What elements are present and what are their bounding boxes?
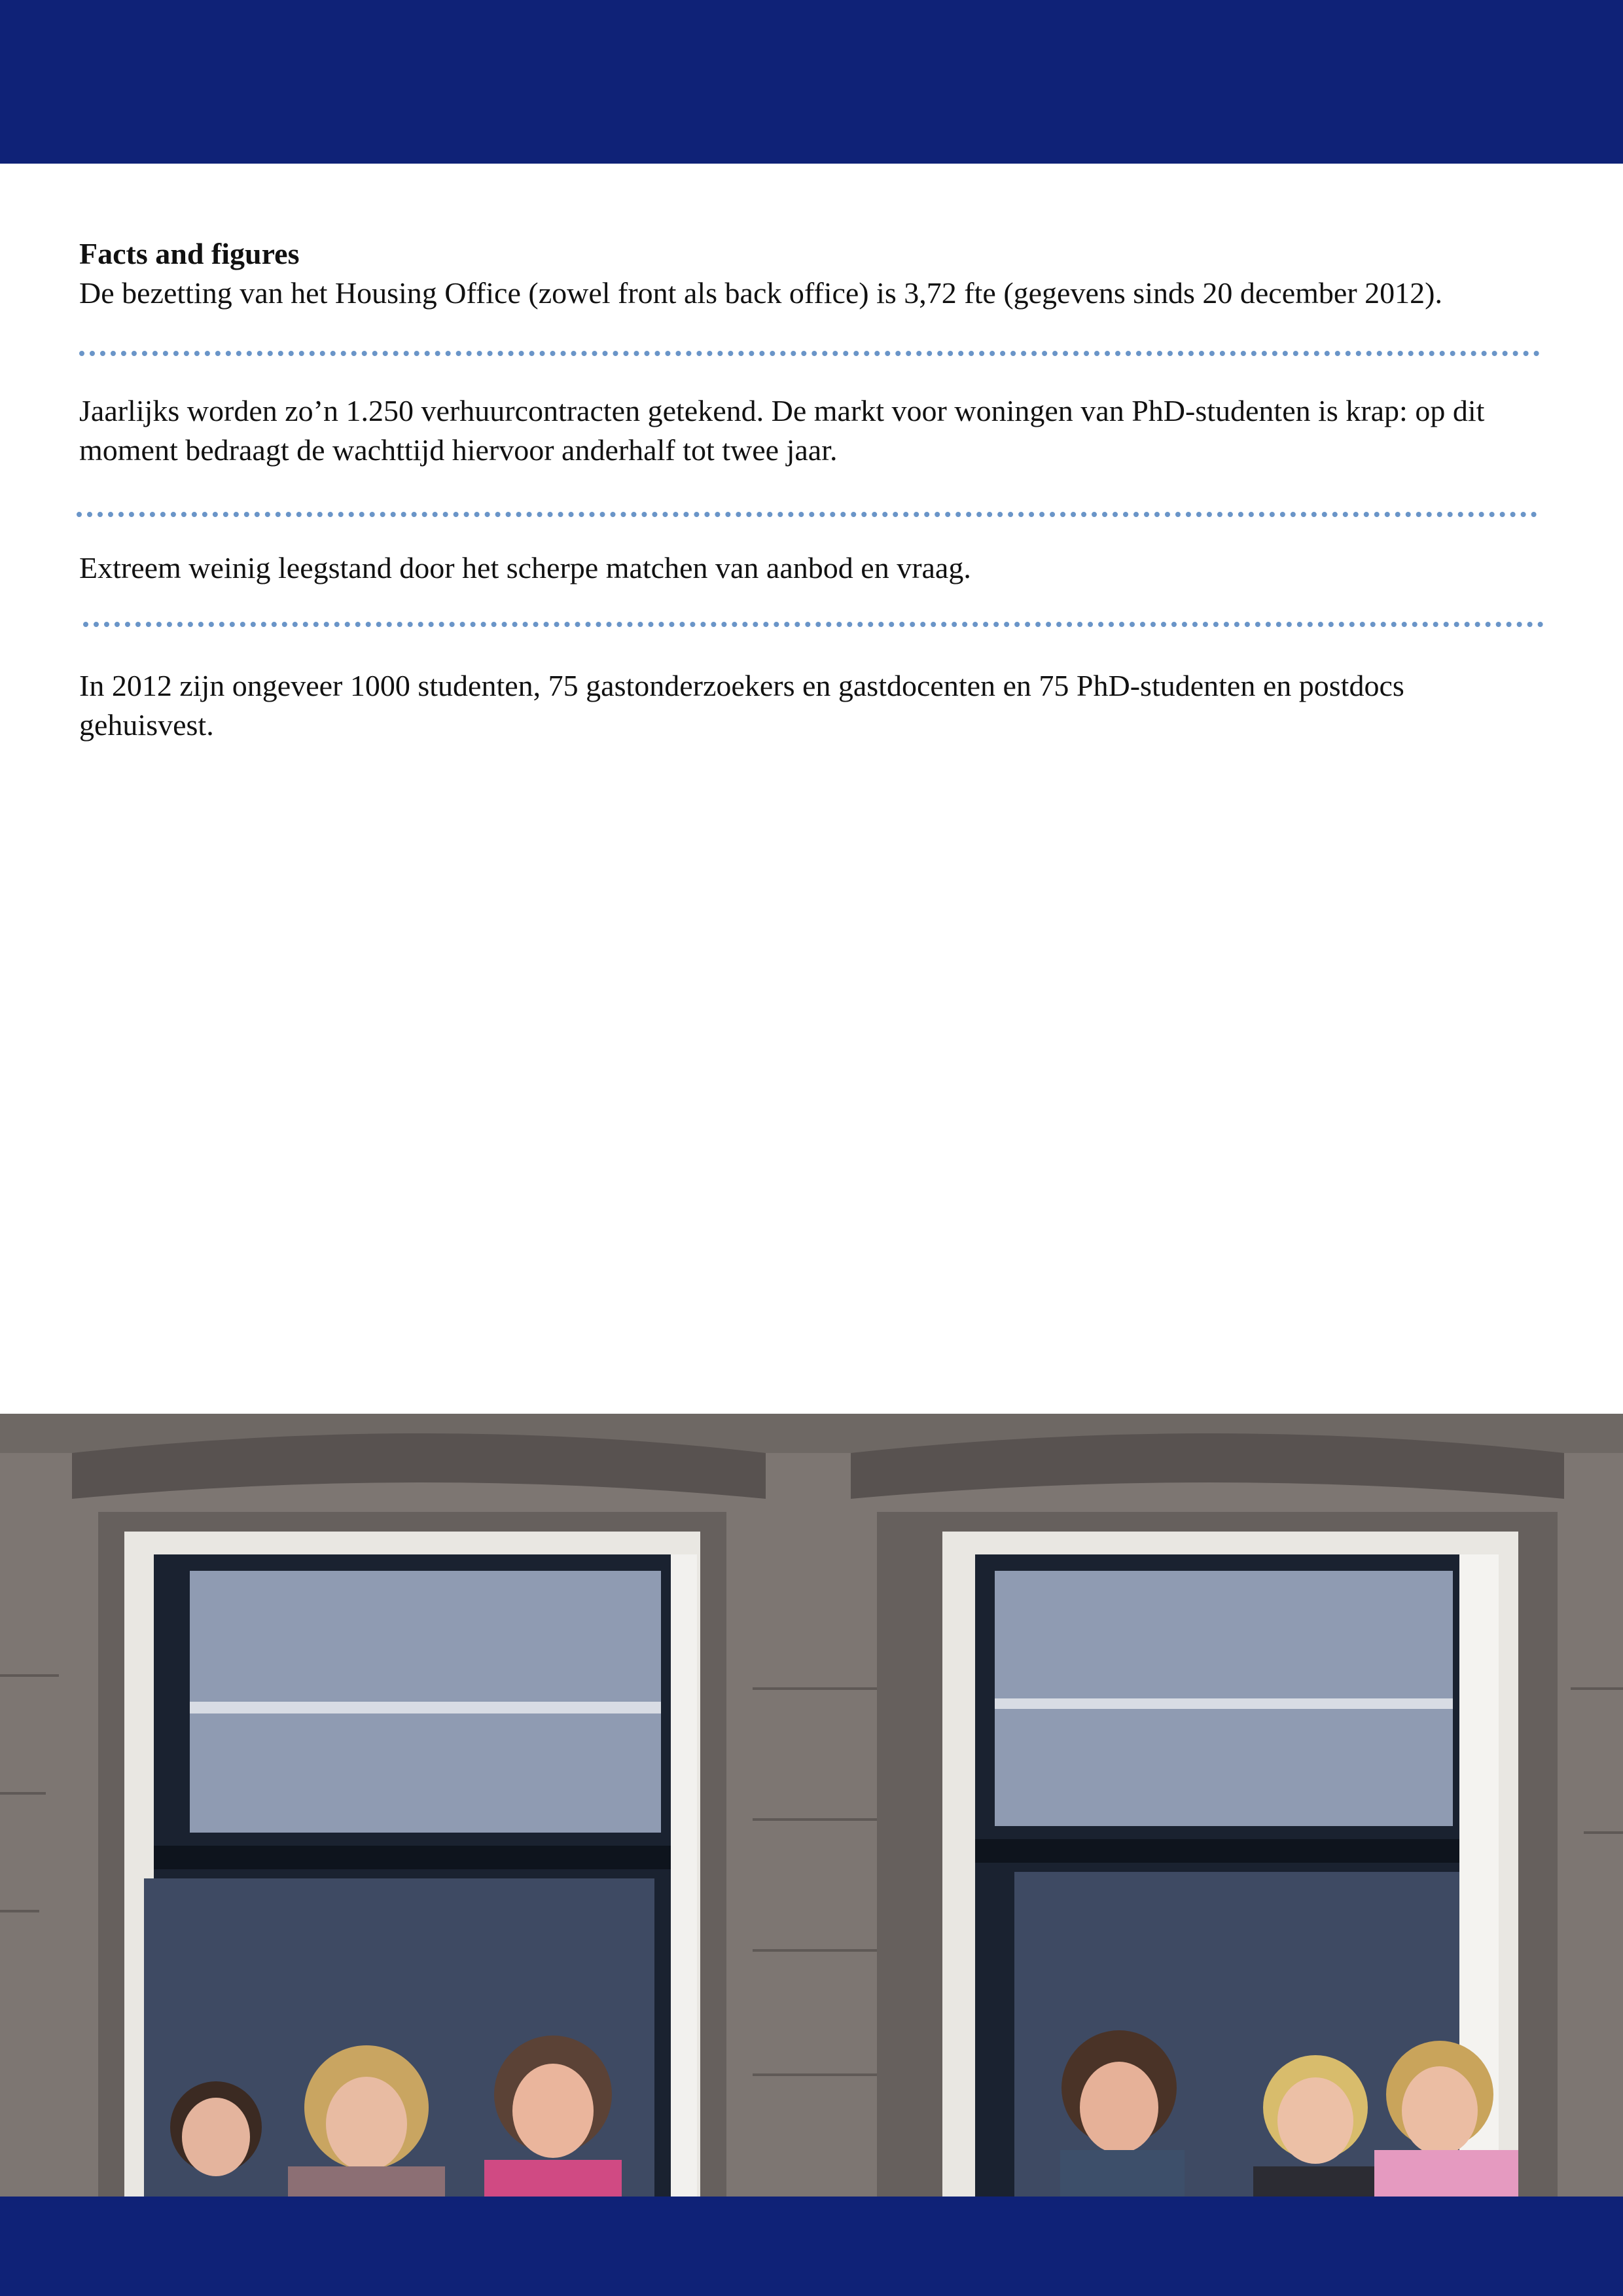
dotted-divider [77,512,1537,517]
paragraph-housed: In 2012 zijn ongeveer 1000 studenten, 75 gastonderzoekers en gastdocenten en 75 PhD-studenten en postdocs gehuisvest. [79,669,1404,742]
dotted-divider [79,351,1540,356]
section-heading: Facts and figures [79,237,300,270]
dotted-divider [83,622,1544,627]
top-color-band [0,0,1623,164]
paragraph-staffing: De bezetting van het Housing Office (zowel front als back office) is 3,72 fte (gegevens sinds 20 december 2012). [79,276,1442,310]
facts-block-contracts [79,391,1545,470]
building-windows-photo [0,1414,1623,2197]
facts-block-vacancy [79,548,1545,588]
paragraph-contracts: Jaarlijks worden zo’n 1.250 verhuurcontracten getekend. De markt voor woningen van PhD-studenten is krap: op dit moment bedraagt de wachttijd hiervoor anderhalf tot twee jaar. [79,394,1485,467]
facts-block-housed [79,666,1545,745]
paragraph-vacancy: Extreem weinig leegstand door het scherpe matchen van aanbod en vraag. [79,551,971,584]
facts-section [79,234,1545,313]
bottom-color-band [0,2197,1623,2296]
